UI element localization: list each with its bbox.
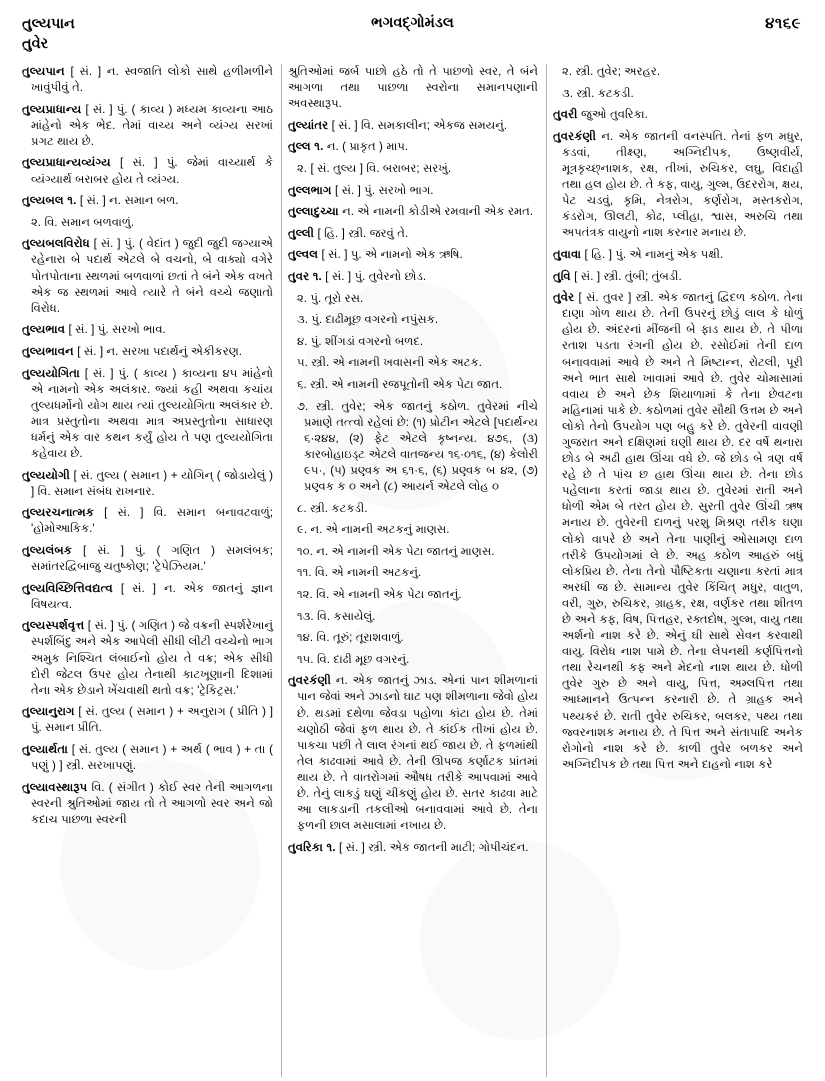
entry-body: ન. એ નામની કોડીએ રમવાની એક રમત.	[338, 205, 534, 219]
headword: તુલ્યપ્રાધાન્યવ્યંગ્ય	[22, 156, 111, 170]
entry-sense: ૩. પું. દાઢીમૂછ વગરનો નપુંસક.	[297, 313, 439, 327]
headword: તુવાવા	[553, 247, 582, 261]
entry-sense: ૧૧. વિ. એ નામની અટકનું.	[297, 566, 422, 580]
column-container	[16, 64, 811, 1077]
dictionary-entry	[22, 344, 273, 360]
headword: તુલ્યસ્પર્શવૃત્ત	[22, 619, 85, 633]
running-head	[0, 14, 825, 62]
dictionary-entry	[288, 139, 538, 155]
headword: તુવર ૧.	[288, 269, 322, 283]
headword: તુલ્યાંતર	[288, 118, 329, 132]
headword: તુલ્યયોગિતા	[22, 366, 80, 380]
entry-body: [ સં. ] પું. જેમાં વાચ્યાર્થ કે વ્યંગ્યાર્થ બરાબર હોય તે વ્યંગ્ય.	[31, 156, 273, 186]
entry-body: [ સં. ] પું. ( ગણિત ) સમલંબક; સમાંતરદ્વિબાજુ ચતુષ્કોણ; 'ટ્રેપેઝિયમ.'	[31, 543, 273, 574]
dictionary-entry	[553, 247, 803, 263]
entry-body: [ સં. ] પું. ( ગણિત ) જે વક્રની સ્પર્શરેખાનું સ્પર્શબિંદુ અને એક આપેલી સીધી લીટી વચ્ચેનો ભાગ અમુક નિશ્ચિત લંબાઈનો હોય તે વક્ર; એક સીધી દોરી જેટલ ઉપર હોય તેનાથી કાટખૂણાની દિશામાં તેના એક છેડાને ખેંચવાથી થતો વક્ર; 'ટ્રેકિટ્રસ.'	[31, 619, 273, 697]
dictionary-entry	[288, 247, 538, 263]
entry-body: [ સં. ] પું. સરખો ભાગ.	[331, 183, 434, 197]
headword: તુવેર	[553, 291, 575, 305]
entry-sense: ૧૩. વિ. કસાયેલું.	[297, 609, 376, 623]
entry-body: [ સં. ] પું. ( કાવ્ય ) મધ્યમ કાવ્યના આઠ માંહેનો એક ભેદ. તેમાં વાચ્ય અને વ્યંગ્ય સરખાં પ્રગટ થાય છે.	[31, 102, 273, 148]
entry-body: [ સં. તુવર ] સ્ત્રી. એક જાતનું દ્વિદળ કઠોળ. તેના દાણા ગોળ થાય છે. તેની ઉપરનું છોડું લાલ કે ધોળું હોય છે. અંદરનાં મીંજની બે ફાડ થાય છે. તે પીળા રતાશ પડતા રંગની હોય છે. રસોઈમાં તેની દાળ બનાવવામાં આવે છે અને તે મિષ્ટાન્ન, રોટલી, પૂરી અને ભાત સાથે ખાવામાં આવે છે. તુવેર ચોમાસામાં વવાય છે અને છેક શિયાળામાં કે તેના છેવટના મહિનામાં પાકે છે. કઠોળમાં તુવેર સૌથી ઉત્તમ છે અને લોકો તેનો ઉપયોગ પણ બહુ કરે છે. તુવેરની વાવણી ગુજરાત અને દક્ષિણમાં ઘણી થાય છે. દર વર્ષે થનારા છોડ બે અઢી હાથ ઊંચા વધે છે. જે છોડ બે ત્રણ વર્ષ રહે છે તે પાંચ છ હાથ ઊંચા થાય છે. તેના છોડ પહેલાના કરતાં જાડા થાય છે. તુવેરમાં રાતી અને ધોળી એમ બે તરત હોય છે. સુરતી તુવેર ઊંચી ઋષ મનાય છે. તુવેરની દાળનું પરશુ મિશ્રણ તરીક ઘણા લોકો વાપરે છે અને તેના પાણીનું ઓસામણ દાળ તરીકે ઉપયોગમાં લે છે. અહ કઠોળ આહરું બધું લોકપ્રિય છે. તેના તેનો પૌષ્ટિકતા ચણાના કરતાં માત્ર અરધી જ છે. સામાન્ય તુવેર કિંચિત્ મધુર, વાતુળ, વરી, ગુરુ, રુચિકર, ગ્રાહક, રક્ષ, વર્ણકર તથા શીતળ છે અને કફ, વિષ, પિત્તહર, રક્તદોષ, ગુલ્મ, વાયુ તથા અર્શનો નાશ કરે છે. એનું ઘી સાથે સેવન કરવાથી વાયુ. વિરોધ નાશ પામે છે. તેના લેપનથી કર્ણપિત્તનો તથા રેચનથી કફ અને મેદનો નાશ થાય છે. ધોળી તુવેર ગુરુ છે અને વાયુ, પિત્ત, અમ્લપિત્ત તથા આધ્માનને ઉત્પન્ન કરનારી છે. તે ગ્રાહક અને પથ્યકરં છે. રાતી તુવેર રુચિકર, બલકર, પથ્ય તથા જ્વરનાશક મનાય છે. તે પિત્ત અને સંતાપાદિ અનેક રોગોનો નાશ કરે છે. કાળી તુવેર બળકર અને અગ્નિદીપક છે તથા પિત્ત અને દાહનો નાશ કરે	[562, 291, 803, 771]
dictionary-entry	[22, 742, 273, 774]
headword: તુલ્લી	[288, 226, 315, 240]
entry-sense: ૬. સ્ત્રી. એ નામની રજપૂતોની એક પેટા જાત.	[297, 377, 503, 391]
book-title: ભગવદ્ગોમંડલ	[371, 15, 454, 31]
entry-body: [ સં. ] પું. સરખો ભાવ.	[65, 323, 166, 337]
entry-body: [ સં. ] પું. ( કાવ્ય ) કાવ્યના ૪૫ માંહેનો એ નામનો એક અલંકાર. જ્યાં કહી અથવા કચાંય તુલ્યધર્મોનો યોગ થાય ત્યાં તુલ્યયોગિતા અલંકાર છે. માત્ર પ્રસ્તુતોના અથવા માત્ર અપ્રસ્તુતોના સાધારણ ધર્મનું એક વાર કથન કર્યું હોય તે પણ તુલ્યયોગિતા કહેવાય છે.	[31, 366, 273, 460]
entry-body: [ સં. ] સ્ત્રી. તુંબી; તુંબડી.	[570, 269, 682, 283]
headword: તુલ્લભાગ	[288, 183, 332, 197]
headword: તુલ્યાર્થતા	[22, 742, 68, 756]
dictionary-entry	[22, 581, 273, 613]
dictionary-entry	[288, 269, 538, 285]
headword: તુવરિકા ૧.	[288, 840, 336, 854]
dictionary-entry	[553, 107, 803, 123]
headword: તુવરકંણી	[553, 129, 597, 143]
entry-body: [ સં. તુલ્ય ( સમાન ) + અનુરાગ ( પ્રીતિ ) ] પું. સમાન પ્રીતિ.	[31, 705, 273, 735]
entry-body: ન. એક જાતની વનસ્પતિ. તેનાં ફળ મધુર, કડવાં, તીક્ષ્ણ, અગ્નિદીપક, ઉષ્ણવીર્ય, મૂત્રકૃચ્છ્નાશક, રક્ષ, તીખાં, રુચિકર, લઘુ, વિદાહી તથા હલ હોય છે. તે કફ, વાયુ, ગુલ્મ, ઉદરરોગ, ક્ષય, પેટ ચડવું, કૃમિ, નેત્રરોગ, કર્ણરોગ, મસ્તકરોગ, કંડરોગ, ઊલટી, કોઢ, પ્લીહા, શ્વાસ, અરુચિ તથા અપતંત્રક વાયુનો નાશ કરનાર મનાય છે.	[562, 129, 803, 240]
entry-body: [ સં. ] પું. તુવેરનો છોડ.	[321, 269, 427, 283]
headword: તુલ્વલ	[288, 248, 319, 262]
entry-sense: ૨. વિ. સમાન બળવાળું.	[31, 215, 135, 229]
entry-body: [ સં. તુલ્ય ( સમાન ) + અર્થ ( ભાવ ) + તા ( પણું ) ] સ્ત્રી. સરખાપણું.	[31, 742, 273, 773]
headword: તુલ્યયોગી	[22, 468, 70, 482]
dictionary-entry	[22, 704, 273, 736]
dictionary-entry	[288, 183, 538, 199]
entry-body: [ સં. ] ન. સરખા પદાર્થનું એકીકરણ.	[73, 344, 243, 358]
guideword-last: તુવેર	[22, 36, 49, 52]
column-3	[546, 64, 811, 1077]
column-1	[16, 64, 281, 1077]
dictionary-entry	[553, 129, 803, 242]
entry-body: [ સં. ] ન. સ્વજાતિ લોકો સાથે હળીમળીને ખાવુંપીવું તે.	[31, 65, 273, 95]
headword: તુલ્યાનુરાગ	[22, 705, 75, 719]
headword: તુલ્યરચનાત્મક	[22, 506, 95, 520]
entry-body: જુઓ તુવરિકા.	[577, 108, 648, 122]
headword: તુલ્યભાવ	[22, 323, 66, 337]
entry-body: [ હિ. ] સ્ત્રી. જરવું તે.	[314, 226, 409, 240]
entry-continuation: શ્રુતિઓમાં જર્બ પાછો હઠે તો તે પાછળો સ્વર, તે બંને આગળા તથા પાછળા સ્વરોના સમાનપણાની અવસ્થારૂપ.	[288, 65, 538, 111]
entry-body: ન. ( પ્રાકૃત ) માપ.	[323, 140, 409, 154]
dictionary-entry	[22, 366, 273, 463]
dictionary-entry	[553, 290, 803, 773]
dictionary-entry	[22, 64, 273, 96]
headword: તુલ્યવિચ્છિત્તિવદ્યત્વ	[22, 581, 113, 595]
dictionary-entry	[22, 505, 273, 537]
entry-sense: ૩. સ્ત્રી. કટકડી.	[562, 86, 634, 100]
entry-sense: ૯. ન. એ નામની અટકનું માણસ.	[297, 523, 450, 537]
dictionary-entry	[288, 118, 538, 134]
page-number: ૪૧૬૯	[765, 15, 801, 32]
entry-body: [ સં. તુલ્ય ( સમાન ) + યોગિન્ ( જોડાયેલું ) ] વિ. સમાન સંબંધ રાખનાર.	[31, 468, 273, 498]
entry-body: [ સં. ] સ્ત્રી. એક જાતની માટી; ગોપીચંદન.	[335, 840, 529, 854]
entry-body: [ સં. ] ન. સમાન બળ.	[76, 194, 179, 208]
entry-body: [ સં. ] વિ. સમાન બનાવટવાળું; 'હોમોઆકિક.'	[31, 506, 273, 536]
entry-sense: ૨. પું. તૂરો રસ.	[297, 291, 364, 305]
dictionary-entry	[22, 780, 273, 828]
entry-body: [ હિ. ] પું. એ નામનું એક પક્ષી.	[581, 247, 724, 261]
headword: તુલ્લ ૧.	[288, 140, 324, 154]
entry-sense: ૫. સ્ત્રી. એ નામની ખવાસની એક અટક.	[297, 356, 482, 370]
entry-body: [ સં. ] ન. એક જાતનું જ્ઞાન વિષયત્વ.	[31, 581, 273, 611]
dictionary-entry	[288, 226, 538, 242]
headword: તુલ્લાદુચ્ચા	[288, 205, 339, 219]
entry-sense: ૨. સ્ત્રી. તુવેર; અરહર.	[562, 65, 661, 78]
headword: તુવરકંણી	[288, 674, 332, 688]
headword: તુવિ	[553, 269, 571, 283]
headword: તુલ્યબલ ૧.	[22, 194, 77, 208]
dictionary-entry	[22, 468, 273, 500]
entry-sense-nutrition: ૭. સ્ત્રી. તુવેર; એક જાતનું કઠોળ. તુવેરમાં નીચે પ્રમાણે તત્ત્વો રહેલાં છે: (૧) પ્રોટીન એટલે [પદાર્થન્ય ૬·૨૪૪, (૨) ફેટ એટલે કૃષ્નન્ય. ૪૭૬, (૩) કારબોહાઇડ્ટ એટલે વાતજન્ય ૧૬·૦૧૬, (૪) કેલોરી ૯૫·, (૫) પ્રણ્વક અ ૬૧·૬, (૬) પ્રણ્વક બ ૪૨, (૭) પ્રણ્વક ક ૦ અને (૮) આયર્ન એટલે લોહ ૦	[297, 399, 538, 493]
headword: તુલ્યપાન	[22, 65, 65, 78]
dictionary-entry	[22, 193, 273, 209]
entry-sense: ૧૫. વિ. દાઢી મૂછ વગરનું.	[297, 652, 410, 666]
dictionary-entry	[288, 840, 538, 856]
headword: તુલ્યબલવિરોધ	[22, 237, 90, 251]
dictionary-entry	[22, 102, 273, 150]
dictionary-entry	[553, 269, 803, 285]
entry-sense: ૮. સ્ત્રી. કટકડી.	[297, 501, 368, 515]
headword: તુલ્યભાવન	[22, 344, 74, 358]
headword: તુલ્યપ્રાધાન્ય	[22, 102, 82, 116]
entry-body: વિ. ( સંગીત ) કોઈ સ્વર તેની આગળના સ્વરની શ્રુતિઓમાં જાય તો તે આગળો સ્વર અને જો કદાચ પાછળા સ્વરની	[31, 780, 273, 826]
headword: તુલ્યાવસ્થારૂપ	[22, 780, 88, 794]
entry-body: [ સં. ] પુ. એ નામનો એક ઋષિ.	[318, 248, 463, 262]
entry-body: ન. એક જાતનું ઝાડ. એનાં પાન શીમળાનાં પાન જેવાં અને ઝાડનો ઘાટ પણ શીમળાના જેવો હોય છે. થડમાં દથેળા જેવડા પહોળા કાંટા હોય છે. તેમાં ચણોઠી જેવાં ફળ થાય છે. તે કાંઈક તીખાં હોય છે. પાકચા પછી તે લાલ રંગનાં થઈ જાય છે. તે ફળમાંથી તેલ કાઢવામાં આવે છે. તેની ઊપજ કર્ણાટક પ્રાંતમાં થાય છે. તે વાતરોગમાં ઔષધ તરીકે આપવામાં આવે છે. તેનું લાકડું ઘણું ચીકણું હોય છે. સતર કાઢવા માટે આ લાકડાની તકલીઓ બનાવવામાં આવે છે. તેના ફળની છાલ મસાલામાં નખાય છે.	[297, 674, 538, 833]
entry-sense: ૧૨. વિ. એ નામની એક પેટા જાતનું.	[297, 587, 462, 601]
column-2	[281, 64, 546, 1077]
entry-body: [ સં. ] પું. ( વેદાંત ) જુદી જુદી જગ્યાએ રહેનારા બે પદાર્થ એટલે બે વચનો, બે વાક્યો વગેરે પોતપોતાના સ્થળમાં બળવાળાં છતાં તે બંને એક વખતે એક જ સ્થળમાં આવે ત્યારે તે બંને વચ્ચે જણાતો વિરોધ.	[31, 237, 273, 315]
dictionary-entry	[22, 236, 273, 316]
headword: તુવરી	[553, 108, 578, 122]
dictionary-entry	[288, 673, 538, 834]
guideword-first: તુલ્યપાન	[22, 16, 75, 32]
dictionary-entry	[22, 322, 273, 338]
headword: તુલ્યલંબક	[22, 543, 73, 557]
dictionary-entry	[22, 155, 273, 187]
entry-sense: ૧૦. ન. એ નામની એક પેટા જાતનું માણસ.	[297, 544, 495, 558]
dictionary-entry	[22, 618, 273, 698]
entry-sense: ૧૪. વિ. તૂરું; તૂરાશવાળું.	[297, 631, 404, 645]
entry-sense: ૨. [ સં. તુલ્ય ] વિ. બરાબર; સરખું.	[297, 161, 452, 175]
dictionary-entry	[288, 204, 538, 220]
dictionary-entry	[22, 543, 273, 575]
entry-sense: ૪. પું. શીંગડાં વગરનો બળદ.	[297, 334, 424, 348]
entry-body: [ સં. ] વિ. સમકાલીન; એકજ સમયનું.	[328, 118, 508, 132]
